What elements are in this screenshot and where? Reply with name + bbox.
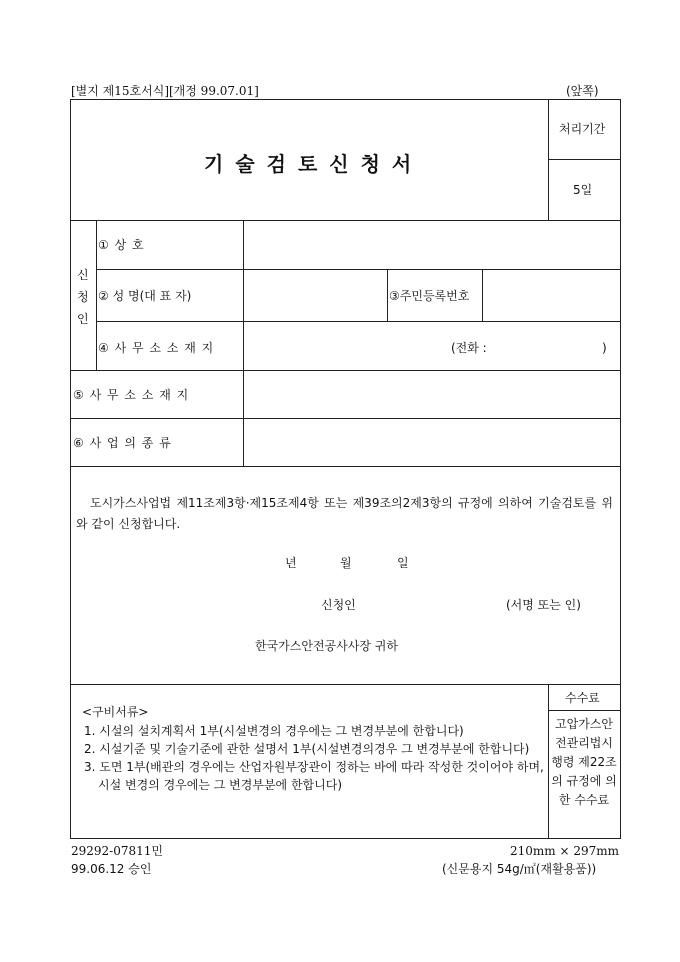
required-document-item: 1. 시설의 설치계획서 1부(시설변경의 경우에는 그 변경부분에 한합니다) — [84, 724, 464, 738]
fee-note: 고압가스안전관리법시행령 제22조의 규정에 의한 수수료 — [551, 717, 617, 807]
form-code: 29292-07811민 — [71, 844, 163, 858]
addressee: 한국가스안전공사사장 귀하 — [255, 639, 398, 653]
date-year-label: 년 — [285, 556, 297, 570]
processing-period-value: 5일 — [573, 183, 593, 197]
applicant-signature-label: 신청인 — [321, 598, 356, 612]
business-type-label: ⑥ 사 업 의 종 류 — [73, 436, 172, 450]
representative-name-label: ② 성 명(대 표 자) — [98, 289, 192, 303]
applicant-office-address-label: ④ 사 무 소 소 재 지 — [98, 341, 215, 355]
form-number: [별지 제15호서식][개정 99.07.01] — [71, 84, 259, 98]
fee-label: 수수료 — [565, 691, 600, 705]
required-documents-heading: <구비서류> — [82, 705, 149, 719]
phone-close-label: ) — [602, 341, 607, 355]
approval-date: 99.06.12 승인 — [71, 862, 152, 876]
required-document-item: 2. 시설기준 및 기술기준에 관한 설명서 1부(시설변경의경우 그 변경부분에 한합니다) — [84, 742, 530, 756]
required-documents-list — [84, 722, 546, 794]
applicant-office-address-input[interactable] — [244, 322, 620, 370]
application-statement: 도시가스사업법 제11조제3항·제15조제4항 또는 제39조의2제3항의 규정에 의하여 기술검토를 위와 같이 신청합니다. — [76, 496, 613, 531]
resident-number-label: ③주민등록번호 — [389, 289, 470, 303]
company-name-input[interactable] — [244, 221, 620, 269]
representative-name-input[interactable] — [244, 270, 387, 321]
date-month-label: 월 — [340, 556, 352, 570]
required-document-item: 3. 도면 1부(배관의 경우에는 산업자원부장관이 정하는 바에 따라 작성한 것이어야 하며, 시설 변경의 경우에는 그 변경부분에 한합니다) — [84, 760, 544, 792]
form-title: 기술검토신청서 — [204, 152, 424, 176]
paper-size: 210mm × 297mm — [510, 844, 620, 858]
company-name-label: ① 상 호 — [98, 238, 145, 252]
page-side-label: (앞쪽) — [566, 84, 599, 98]
applicant-group-label: 신청인 — [77, 268, 89, 326]
date-day-label: 일 — [397, 556, 409, 570]
paper-type: (신문용지 54g/㎡(재활용품)) — [442, 862, 597, 876]
business-type-input[interactable] — [244, 419, 620, 466]
processing-period-label: 처리기간 — [559, 122, 606, 136]
phone-open-label: (전화 : — [451, 341, 487, 355]
resident-number-input[interactable] — [483, 270, 620, 321]
office-location-label: ⑤ 사 무 소 소 재 지 — [73, 388, 190, 402]
office-location-input[interactable] — [244, 371, 620, 418]
signature-note: (서명 또는 인) — [506, 598, 581, 612]
